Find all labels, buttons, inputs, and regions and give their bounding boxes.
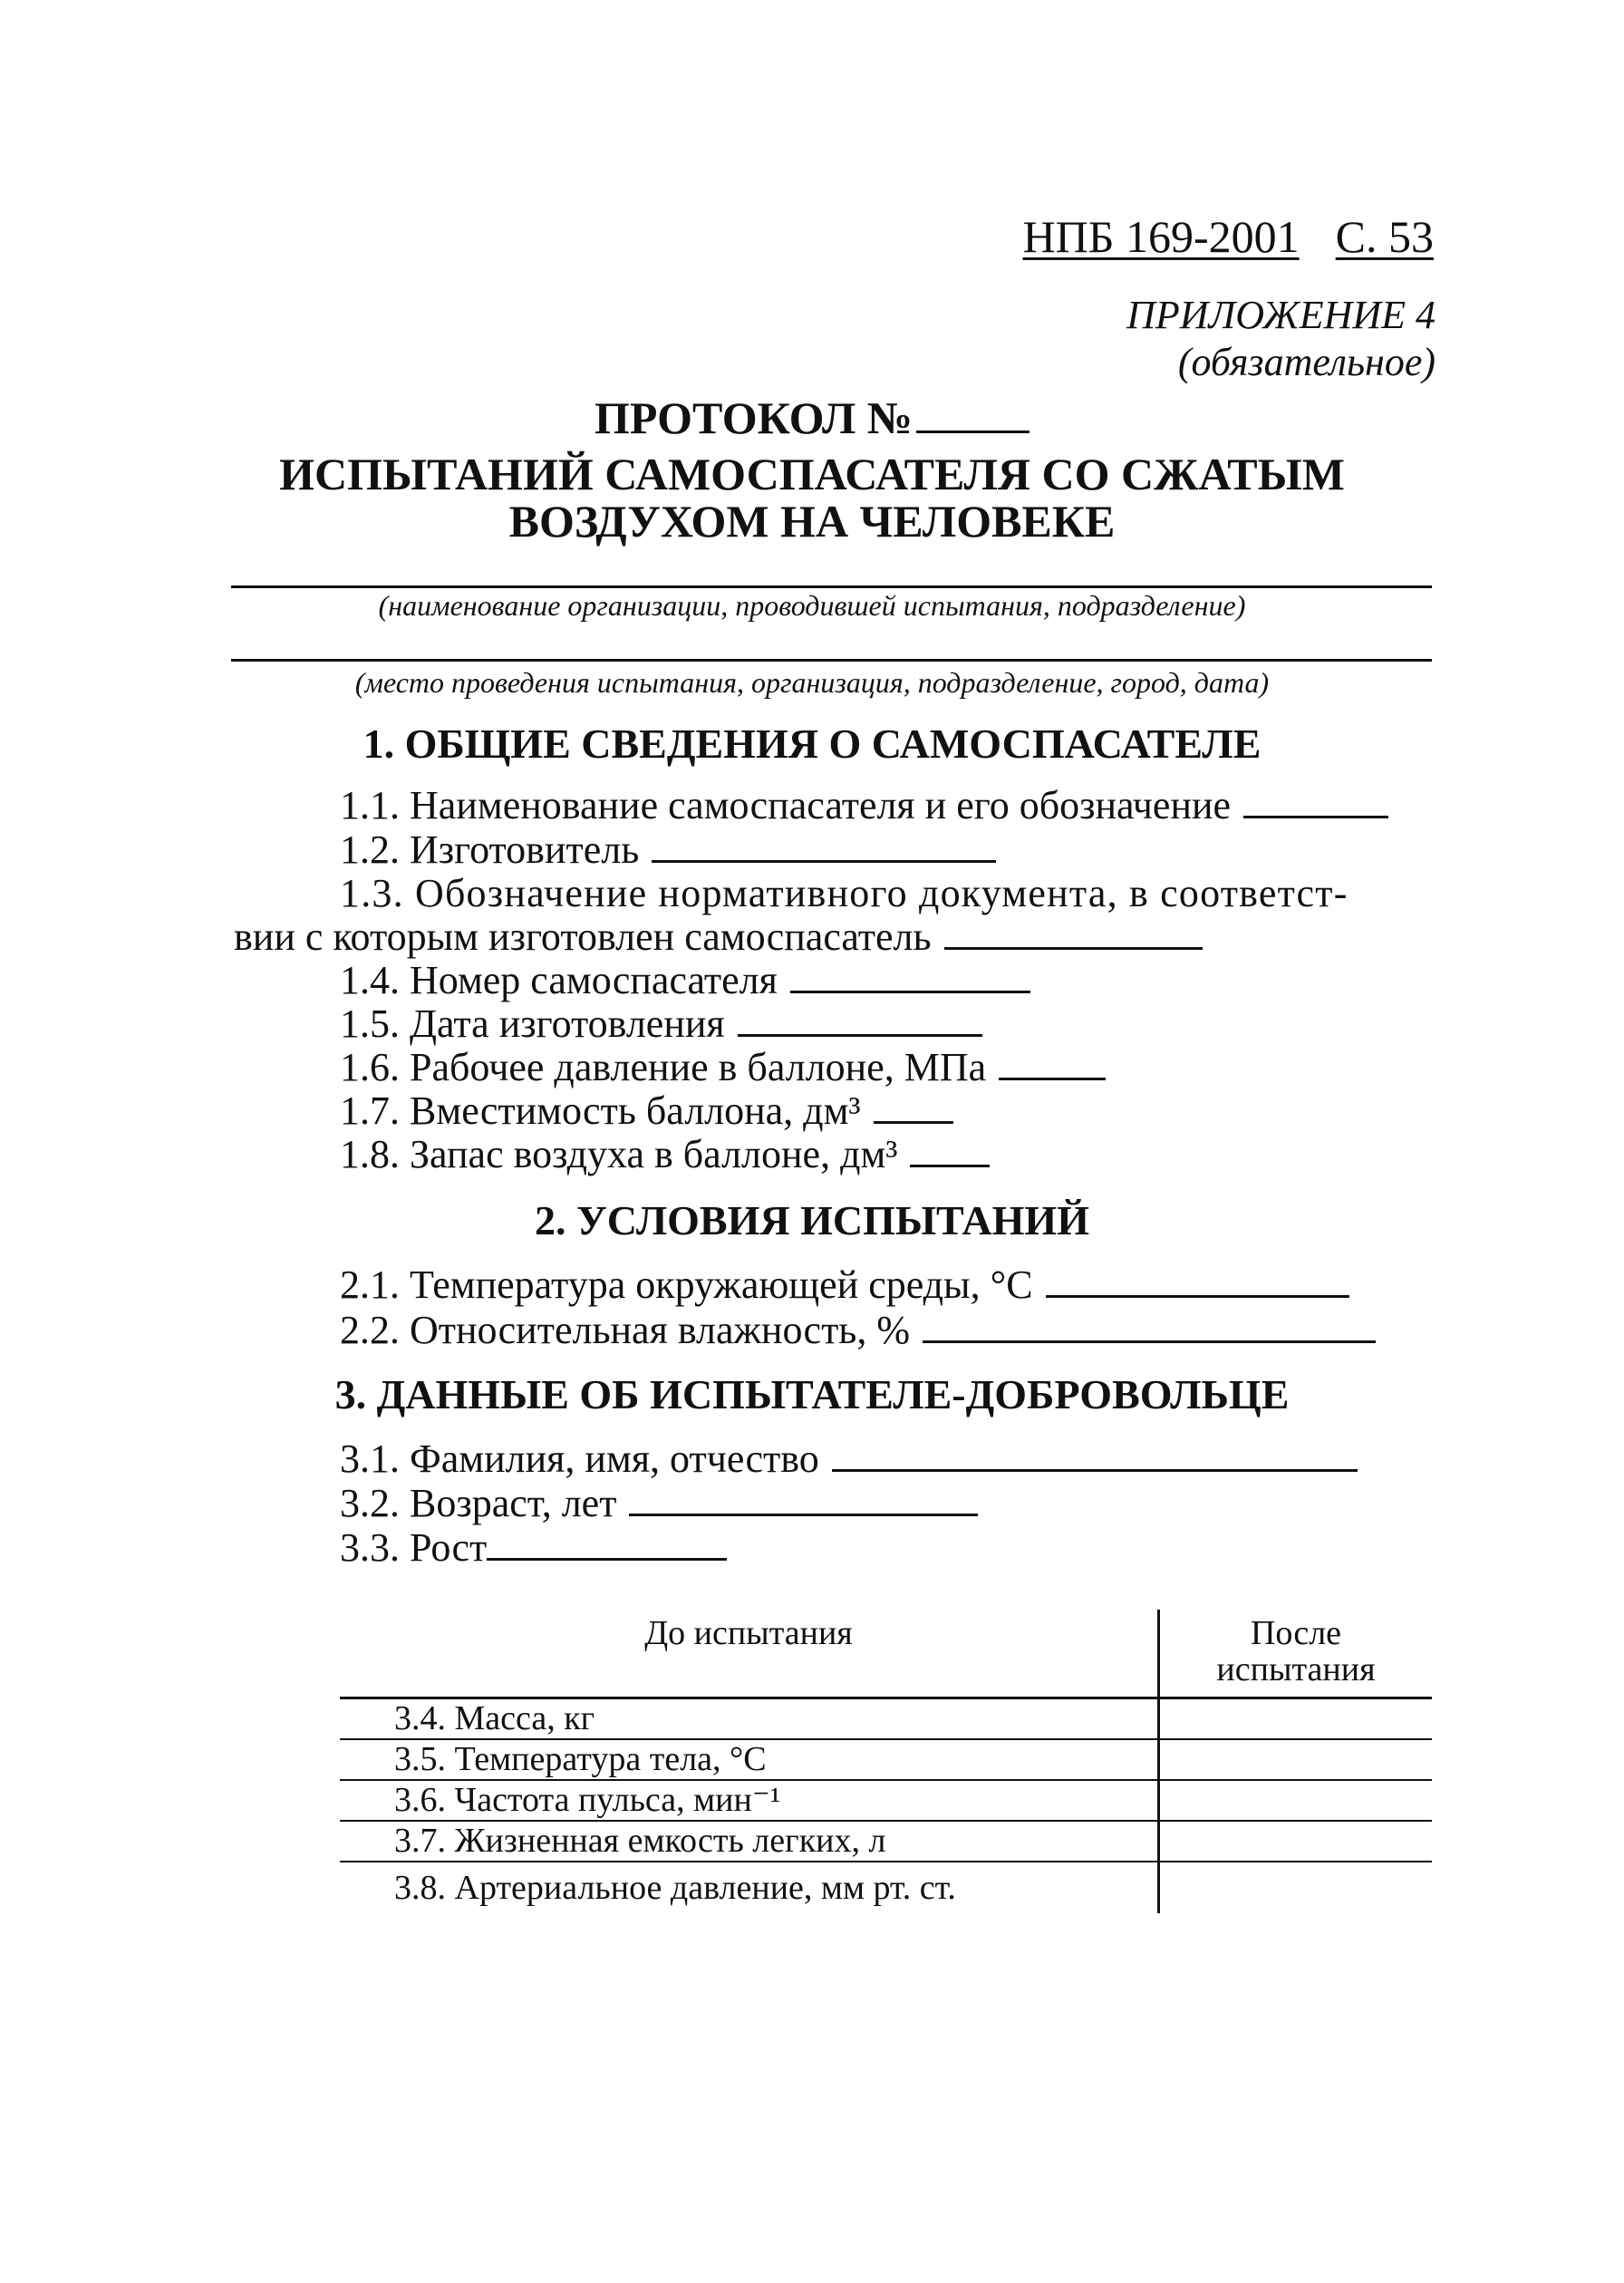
protocol-number-field[interactable] — [916, 430, 1030, 433]
table-row — [340, 1821, 1432, 1862]
item-1-1 — [340, 782, 1388, 828]
row-label: 3.4. Масса, кг — [340, 1698, 1159, 1740]
item-3-3 — [340, 1524, 727, 1571]
place-field[interactable] — [231, 659, 1432, 662]
protocol-title-line3: ВОЗДУХОМ НА ЧЕЛОВЕКЕ — [508, 496, 1116, 547]
item-1-6-field[interactable] — [999, 1077, 1106, 1080]
row-label: 3.6. Частота пульса, мин⁻¹ — [340, 1780, 1159, 1821]
item-1-5 — [340, 1001, 982, 1047]
item-1-3 — [234, 914, 1203, 960]
item-2-1-label: 2.1. Температура окружающей среды, °С — [340, 1262, 1033, 1307]
protocol-title-line1: ПРОТОКОЛ № — [594, 392, 914, 443]
item-1-5-label: 1.5. Дата изготовления — [340, 1001, 725, 1046]
item-1-3-line1: 1.3. Обозначение нормативного документа, в соответст- — [340, 871, 1348, 915]
item-1-4-label: 1.4. Номер самоспасателя — [340, 958, 778, 1002]
item-1-4-field[interactable] — [790, 990, 1030, 993]
place-caption: (место проведения испытания, организация, подразделение, город, дата) — [354, 666, 1270, 699]
item-1-1-label: 1.1. Наименование самоспасателя и его обозначение — [340, 783, 1232, 827]
header-before-test-label: До испытания — [644, 1614, 853, 1652]
item-1-7-label: 1.7. Вместимость баллона, дм³ — [340, 1088, 861, 1133]
item-2-2-label: 2.2. Относительная влажность, % — [340, 1308, 911, 1352]
header-after-line2: испытания — [1216, 1650, 1376, 1688]
item-3-1-field[interactable] — [832, 1468, 1358, 1472]
organization-caption: (наименование организации, проводившей испытания, подразделение) — [378, 589, 1246, 622]
item-1-7 — [340, 1088, 953, 1134]
after-value-cell[interactable] — [1159, 1780, 1433, 1821]
page-number: С. 53 — [1335, 211, 1434, 262]
item-1-2-label: 1.2. Изготовитель — [340, 827, 640, 872]
item-3-1 — [340, 1436, 1358, 1482]
item-1-1-field[interactable] — [1243, 815, 1388, 818]
item-2-1 — [340, 1262, 1349, 1308]
organization-field[interactable] — [231, 585, 1432, 588]
item-3-2 — [340, 1480, 978, 1526]
after-value-cell[interactable] — [1159, 1862, 1433, 1913]
item-1-6-label: 1.6. Рабочее давление в баллоне, МПа — [340, 1045, 987, 1089]
item-1-8-field[interactable] — [910, 1164, 990, 1167]
item-1-8-label: 1.8. Запас воздуха в баллоне, дм³ — [340, 1132, 898, 1176]
row-label: 3.5. Температура тела, °С — [340, 1739, 1159, 1780]
table-row — [340, 1698, 1432, 1740]
header-after-test — [1159, 1610, 1433, 1698]
item-1-7-field[interactable] — [874, 1120, 953, 1124]
measurements-table — [340, 1610, 1432, 1913]
header-before-test — [340, 1610, 1159, 1698]
item-3-2-label: 3.2. Возраст, лет — [340, 1481, 617, 1525]
table-row — [340, 1780, 1432, 1821]
appendix-note: (обязательное) — [1177, 340, 1436, 384]
row-label: 3.8. Артериальное давление, мм рт. ст. — [394, 1868, 956, 1907]
item-3-3-label: 3.3. Рост — [340, 1525, 488, 1570]
item-2-2-field[interactable] — [923, 1340, 1376, 1343]
after-value-cell[interactable] — [1159, 1698, 1433, 1740]
item-1-2-field[interactable] — [652, 859, 996, 863]
table-row — [340, 1862, 1432, 1913]
after-value-cell[interactable] — [1159, 1821, 1433, 1862]
item-1-3-line2: вии с которым изготовлен самоспасатель — [234, 914, 932, 959]
item-1-4 — [340, 957, 1030, 1003]
row-label: 3.7. Жизненная емкость легких, л — [340, 1821, 1159, 1862]
appendix-label — [1126, 292, 1436, 386]
header-after-line1: После — [1250, 1614, 1342, 1652]
section3-heading: 3. ДАННЫЕ ОБ ИСПЫТАТЕЛЕ-ДОБРОВОЛЬЦЕ — [334, 1371, 1290, 1417]
doc-ref-number: НПБ 169-2001 — [1022, 211, 1300, 262]
item-2-1-field[interactable] — [1046, 1294, 1349, 1298]
item-1-8 — [340, 1131, 990, 1177]
document-reference — [1023, 210, 1434, 263]
section1-heading: 1. ОБЩИЕ СВЕДЕНИЯ О САМОСПАСАТЕЛЕ — [362, 721, 1262, 767]
section2-heading: 2. УСЛОВИЯ ИСПЫТАНИЙ — [535, 1197, 1089, 1243]
protocol-title — [0, 392, 1624, 444]
after-value-cell[interactable] — [1159, 1739, 1433, 1780]
item-2-2 — [340, 1307, 1376, 1353]
item-3-2-field[interactable] — [629, 1513, 978, 1516]
item-1-2 — [340, 827, 996, 873]
table-row — [340, 1739, 1432, 1780]
item-1-3-field[interactable] — [944, 946, 1203, 950]
protocol-title-line2: ИСПЫТАНИЙ САМОСПАСАТЕЛЯ СО СЖАТЫМ — [279, 449, 1345, 499]
table-header-row — [340, 1610, 1432, 1698]
item-1-5-field[interactable] — [738, 1033, 982, 1037]
item-1-6 — [340, 1044, 1106, 1090]
appendix-title: ПРИЛОЖЕНИЕ 4 — [1126, 293, 1436, 337]
item-3-1-label: 3.1. Фамилия, имя, отчество — [340, 1437, 819, 1481]
item-3-3-field[interactable] — [487, 1557, 727, 1561]
